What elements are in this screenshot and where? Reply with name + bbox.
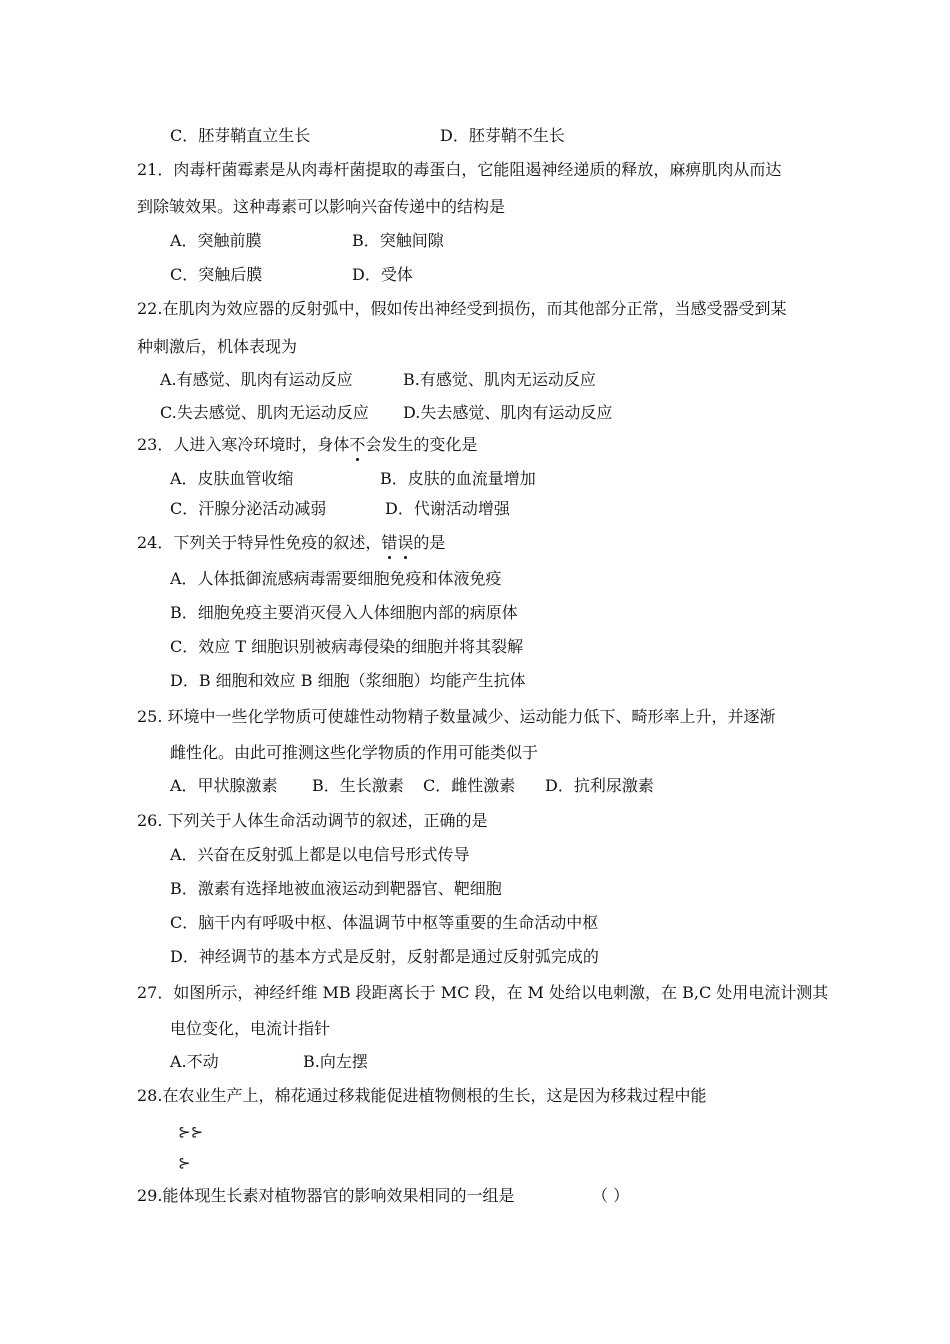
q21-stem-line1: 21．肉毒杆菌霉素是从肉毒杆菌提取的毒蛋白，它能阻遏神经递质的释放，麻痹肌肉从而达: [137, 160, 782, 179]
q25-stem-line2: 雌性化。由此可推测这些化学物质的作用可能类似于: [170, 743, 539, 762]
q29-stem: 29.能体现生长素对植物器官的影响效果相同的一组是: [137, 1186, 515, 1205]
q21-option-c: C．突触后膜: [170, 265, 263, 284]
q24-option-d: D．B 细胞和效应 B 细胞（浆细胞）均能产生抗体: [170, 671, 526, 690]
q25-option-c: C．雌性激素: [423, 776, 516, 795]
q24-stem-post: 的是: [413, 533, 446, 552]
q25-stem-line1: 25. 环境中一些化学物质可使雄性动物精子数量减少、运动能力低下、畸形率上升，并逐渐: [137, 707, 776, 726]
q26-option-b: B．激素有选择地被血液运动到靶器官、靶细胞: [170, 879, 502, 898]
q24-emphasis-1: 错: [381, 533, 398, 552]
q23-emphasis-not: 不: [349, 435, 366, 454]
q24-stem: [137, 532, 445, 554]
q20-option-d: D．胚芽鞘不生长: [440, 126, 565, 145]
q27-option-b: B.向左摆: [303, 1052, 368, 1071]
q23-stem-post: 会发生的变化是: [365, 435, 478, 454]
q23-option-b: B．皮肤的血流量增加: [380, 469, 536, 488]
q24-option-c: C．效应 T 细胞识别被病毒侵染的细胞并将其裂解: [170, 637, 524, 656]
q20-option-c: C．胚芽鞘直立生长: [170, 126, 311, 145]
q23-stem-pre: 23．人进入寒冷环境时，身体: [137, 435, 350, 454]
q22-option-c: C.失去感觉、肌肉无运动反应: [160, 403, 369, 422]
q21-option-b: B．突触间隙: [352, 231, 444, 250]
q28-broken-image-glyph-2: ⊱: [178, 1154, 191, 1172]
q26-option-d: D．神经调节的基本方式是反射，反射都是通过反射弧完成的: [170, 947, 599, 966]
q23-option-a: A．皮肤血管收缩: [170, 469, 294, 488]
q24-stem-pre: 24．下列关于特异性免疫的叙述，: [137, 533, 382, 552]
q21-option-d: D．受体: [352, 265, 413, 284]
q23-option-d: D．代谢活动增强: [385, 499, 510, 518]
q25-option-d: D．抗利尿激素: [545, 776, 654, 795]
q26-stem: 26. 下列关于人体生命活动调节的叙述，正确的是: [137, 811, 488, 830]
q23-option-c: C．汗腺分泌活动减弱: [170, 499, 327, 518]
q21-stem-line2: 到除皱效果。这种毒素可以影响兴奋传递中的结构是: [137, 197, 506, 216]
q21-option-a: A．突触前膜: [170, 231, 262, 250]
q24-option-a: A．人体抵御流感病毒需要细胞免疫和体液免疫: [170, 569, 502, 588]
q27-option-a: A.不动: [170, 1052, 219, 1071]
q22-option-a: A.有感觉、肌肉有运动反应: [160, 370, 353, 389]
q22-option-b: B.有感觉、肌肉无运动反应: [403, 370, 596, 389]
q27-stem-line1: 27．如图所示，神经纤维 MB 段距离长于 MC 段，在 M 处给以电刺激，在 B,C 处用电流计测其: [137, 983, 829, 1002]
q25-option-b: B．生长激素: [312, 776, 404, 795]
q24-option-b: B．细胞免疫主要消灭侵入人体细胞内部的病原体: [170, 603, 518, 622]
q29-answer-parentheses: （ ）: [592, 1186, 630, 1205]
q22-stem-line1: 22.在肌肉为效应器的反射弧中，假如传出神经受到损伤，而其他部分正常，当感受器受到某: [137, 299, 787, 318]
q25-option-a: A．甲状腺激素: [170, 776, 278, 795]
q23-stem: [137, 434, 477, 456]
q28-broken-image-glyph-1: ⊱⊱: [178, 1123, 204, 1141]
q26-option-a: A．兴奋在反射弧上都是以电信号形式传导: [170, 845, 470, 864]
q22-option-d: D.失去感觉、肌肉有运动反应: [403, 403, 613, 422]
q27-stem-line2: 电位变化，电流计指针: [170, 1019, 331, 1038]
q26-option-c: C．脑干内有呼吸中枢、体温调节中枢等重要的生命活动中枢: [170, 913, 599, 932]
q24-emphasis-2: 误: [397, 533, 414, 552]
q28-stem: 28.在农业生产上，棉花通过移栽能促进植物侧根的生长，这是因为移栽过程中能: [137, 1086, 707, 1105]
q22-stem-line2: 种刺激后，机体表现为: [137, 337, 298, 356]
